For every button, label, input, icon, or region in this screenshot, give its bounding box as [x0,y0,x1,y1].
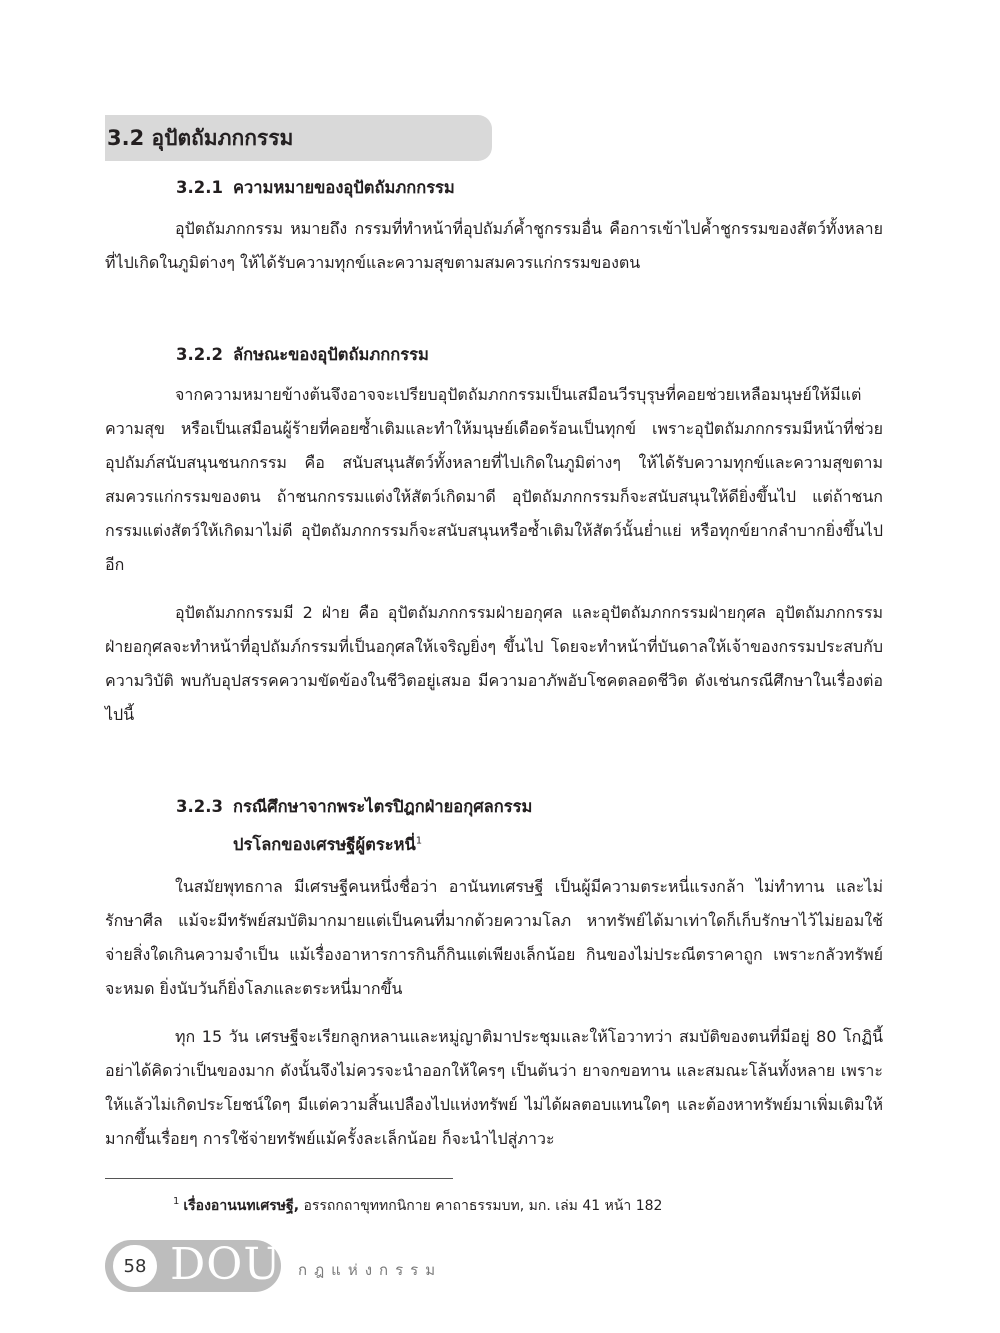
subheading-3-2-3 [176,794,532,820]
subheading-title: กรณีศึกษาจากพระไตรปิฎกฝ่ายอกุศลกรรม [233,797,533,816]
paragraph-definition: อุปัตถัมภกกรรม หมายถึง กรรมที่ทำหน้าที่อุปถัมภ์ค้ำชูกรรมอื่น คือการเข้าไปค้ำชูกรรมของสัตว์ทั้งหลายที่ไปเกิดในภูมิต่างๆ ให้ได้รับความทุกข์และความสุขตามสมควรแก่กรรมของตน [105,219,883,272]
paragraph-characteristics: จากความหมายข้างต้นจึงอาจจะเปรียบอุปัตถัมภกกรรมเป็นเสมือนวีรบุรุษที่คอยช่วยเหลือมนุษย์ให้มีแต่ความสุข หรือเป็นเสมือนผู้ร้ายที่คอยซ้ำเติมและทำให้มนุษย์เดือดร้อนเป็นทุกข์ เพราะอุปัตถัมภกกรรมมีหน้าที่ช่วยอุปถัมภ์สนับสนุนชนกกรรม คือ สนับสนุนสัตว์ทั้งหลายที่ไปเกิดในภูมิต่างๆ ให้ได้รับความทุกข์และความสุขตามสมควรแก่กรรมของตน ถ้าชนกกรรมแต่งให้สัตว์เกิดมาดี อุปัตถัมภกกรรมก็จะสนับสนุนให้ดียิ่งขึ้นไป แต่ถ้าชนกกรรมแต่งสัตว์ให้เกิดมาไม่ดี อุปัตถัมภกกรรมก็จะสนับสนุนหรือซ้ำเติมให้สัตว์นั้นย่ำแย่ หรือทุกข์ยากลำบากยิ่งขึ้นไปอีก [105,385,883,574]
footnote-mark: 1 [173,1196,180,1208]
footnote-divider [105,1178,453,1179]
footnote [173,1195,662,1217]
story-title: ปรโลกของเศรษฐีผู้ตระหนี่$^1$ [233,835,423,854]
subheading-title: ความหมายของอุปัตถัมภกกรรม [233,178,455,197]
dou-logo: DOU [170,1239,282,1290]
subheading-number: 3.2.1 [176,178,223,197]
section-title: 3.2 อุปัตถัมภกกรรม [107,125,294,150]
paragraph-story-2: ทุก 15 วัน เศรษฐีจะเรียกลูกหลานและหมู่ญาติมาประชุมและให้โอวาทว่า สมบัติของตนที่มีอยู่ 80 โกฏินี้ อย่าได้คิดว่าเป็นของมาก ดังนั้นจึงไม่ควรจะนำออกให้ใครๆ เป็นต้นว่า ยาจกขอทาน และสมณะโล้นทั้งหลาย เพราะให้แล้วไม่เกิดประโยชน์ใดๆ มีแต่ความสิ้นเปลืองไปแห่งทรัพย์ ไม่ได้ผลตอบแทนใดๆ และต้องหาทรัพย์มาเพิ่มเติมให้มากขึ้นเรื่อยๆ การใช้จ่ายทรัพย์แม้ครั้งละเล็กน้อย ก็จะนำไปสู่ภาวะ [105,1027,883,1148]
footnote-citation: อรรถกถาขุททกนิกาย คาถาธรรมบท, มก. เล่ม 41 หน้า 182 [299,1198,663,1214]
footnote-source-title: เรื่องอานนทเศรษฐี, [183,1198,300,1214]
paragraph-story-1: ในสมัยพุทธกาล มีเศรษฐีคนหนึ่งชื่อว่า อานันทเศรษฐี เป็นผู้มีความตระหนี่แรงกล้า ไม่ทำทาน และไม่รักษาศีล แม้จะมีทรัพย์สมบัติมากมายแต่เป็นคนที่มากด้วยความโลภ หาทรัพย์ได้มาเท่าใดก็เก็บรักษาไว้ไม่ยอมใช้จ่ายสิ่งใดเกินความจำเป็น แม้เรื่องอาหารการกินก็กินแต่เพียงเล็กน้อย กินของไม่ประณีตราคาถูก เพราะกลัวทรัพย์จะหมด ยิ่งนับวันก็ยิ่งโลภและตระหนี่มากขึ้น [105,877,883,998]
footnote-reference: 1 [415,835,423,847]
subheading-title: ลักษณะของอุปัตถัมภกกรรม [233,345,429,364]
subheading-3-2-2 [176,342,429,368]
paragraph-two-sides: อุปัตถัมภกกรรมมี 2 ฝ่าย คือ อุปัตถัมภกกรรมฝ่ายอกุศล และอุปัตถัมภกกรรมฝ่ายกุศล อุปัตถัมภกกรรมฝ่ายอกุศลจะทำหน้าที่อุปถัมภ์กรรมที่เป็นอกุศลให้เจริญยิ่งๆ ขึ้นไป โดยจะทำหน้าที่บันดาลให้เจ้าของกรรมประสบกับความวิบัติ พบกับอุปสรรคความขัดข้องในชีวิตอยู่เสมอ มีความอาภัพอับโชคตลอดชีวิต ดังเช่นกรณีศึกษาในเรื่องต่อไปนี้ [105,603,883,724]
page-number: 58 [113,1245,157,1287]
running-book-title: กฎแห่งกรรม [298,1261,443,1279]
subheading-number: 3.2.3 [176,797,223,816]
subheading-3-2-1 [176,175,455,201]
subheading-number: 3.2.2 [176,345,223,364]
section-heading-bar [105,115,492,161]
